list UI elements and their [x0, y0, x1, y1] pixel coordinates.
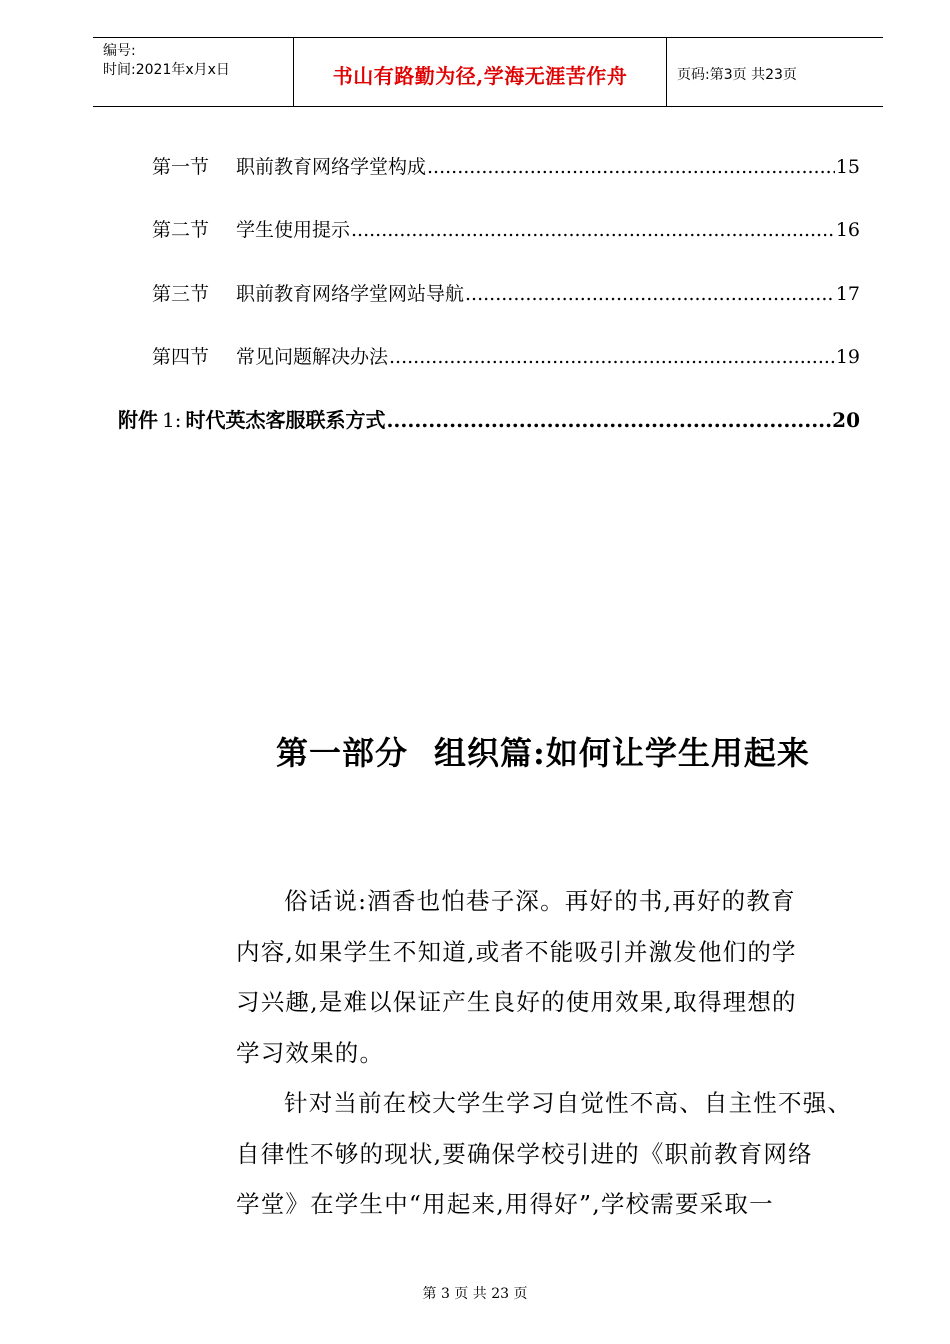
paragraph-line: 针对当前在校大学生学习自觉性不高、自主性不强、: [284, 1089, 853, 1117]
time-label: 时间:2021年x月x日: [103, 62, 230, 78]
toc-appendix-entry[interactable]: [118, 404, 860, 433]
page-footer: 第 3 页 共 23 页: [422, 1286, 528, 1302]
toc-leader: [351, 219, 835, 241]
toc-section: 第四节: [152, 346, 210, 368]
appendix-label: 附件: [118, 408, 158, 432]
header-motto-cell: [294, 38, 667, 106]
toc-section: 第三节: [152, 283, 210, 305]
toc-title: 常见问题解决办法: [236, 346, 389, 368]
paragraph-line: 习兴趣,是难以保证产生良好的使用效果,取得理想的: [236, 988, 797, 1016]
appendix-page: 20: [832, 408, 860, 432]
header-meta-cell: [93, 38, 294, 106]
toc-leader: [386, 408, 831, 432]
part-number: 第一部分: [276, 734, 409, 772]
toc-section: 第二节: [152, 219, 210, 241]
page-info: 页码:第3页 共23页: [677, 67, 797, 83]
code-label: 编号:: [103, 43, 136, 59]
toc-title: 职前教育网络学堂构成: [236, 156, 427, 178]
toc-section: 第一节: [152, 156, 210, 178]
header-page-cell: [667, 38, 883, 106]
paragraph-line: 自律性不够的现状,要确保学校引进的《职前教育网络: [236, 1139, 813, 1168]
toc-title: 学生使用提示: [236, 219, 351, 241]
toc-page: 19: [835, 346, 860, 368]
paragraph-line: 内容,如果学生不知道,或者不能吸引并激发他们的学: [236, 937, 797, 966]
toc-entry[interactable]: [152, 342, 860, 369]
toc-title: 职前教育网络学堂网站导航: [236, 283, 465, 305]
part-heading: [276, 728, 810, 774]
body-paragraph: [236, 876, 866, 1078]
paragraph-line: 俗话说:酒香也怕巷子深。再好的书,再好的教育: [284, 887, 796, 915]
toc-entry[interactable]: [152, 215, 860, 242]
paragraph-line: 学堂》在学生中“用起来,用得好”,学校需要采取一: [236, 1190, 774, 1218]
toc-entry[interactable]: [152, 279, 860, 306]
toc-page: 15: [835, 156, 860, 178]
toc-entry[interactable]: [152, 152, 860, 179]
appendix-title: 时代英杰客服联系方式: [185, 408, 386, 432]
paragraph-line: 学习效果的。: [236, 1038, 385, 1067]
motto-text: 书山有路勤为径,学海无涯苦作舟: [332, 64, 628, 88]
appendix-number: 1:: [162, 408, 182, 432]
toc-leader: [389, 346, 835, 368]
part-title: 组织篇:如何让学生用起来: [434, 734, 810, 772]
toc-leader: [427, 156, 835, 178]
toc-leader: [465, 283, 835, 305]
toc-page: 16: [835, 219, 860, 241]
toc-page: 17: [835, 283, 860, 305]
page-header: [93, 37, 883, 107]
body-paragraph: [236, 1078, 866, 1230]
